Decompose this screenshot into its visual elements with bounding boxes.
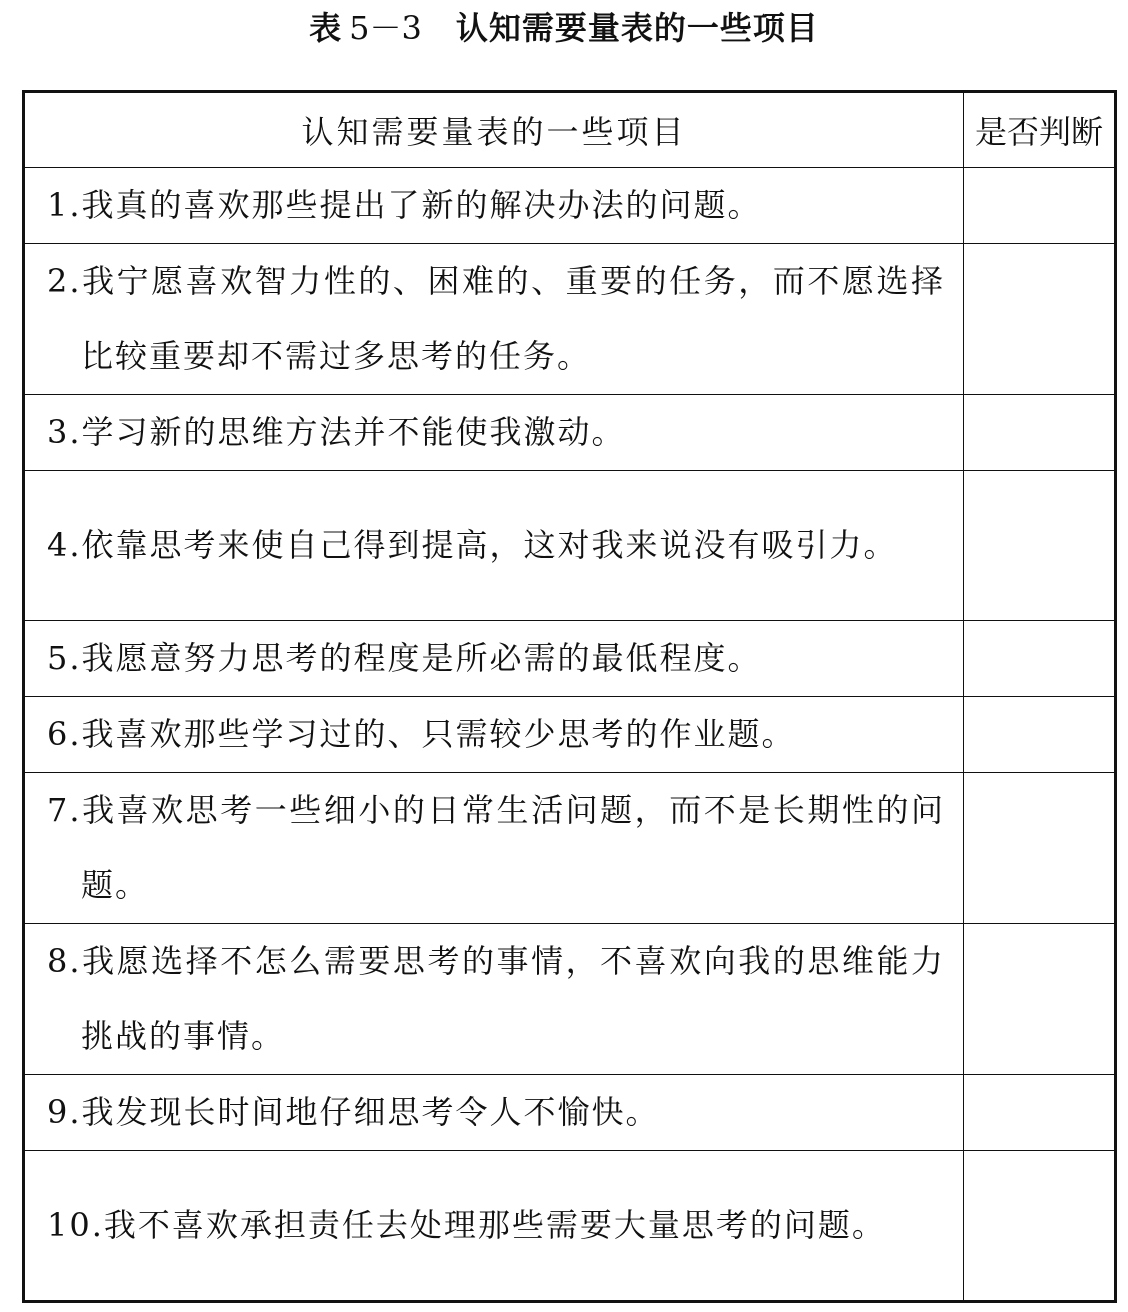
item-cell bbox=[24, 773, 964, 924]
scale-items-table bbox=[22, 90, 1117, 1303]
table-row bbox=[24, 697, 1116, 773]
item-text: 4.依靠思考来使自己得到提高，这对我来说没有吸引力。 bbox=[47, 526, 898, 564]
caption-text: 认知需要量表的一些项目 bbox=[455, 9, 819, 47]
item-cell bbox=[24, 168, 964, 244]
caption-label: 表 bbox=[309, 9, 342, 47]
header-row bbox=[24, 92, 1116, 168]
item-text: 9.我发现长时间地仔细思考令人不愉快。 bbox=[47, 1093, 660, 1131]
judgment-cell[interactable] bbox=[964, 168, 1116, 244]
table-row bbox=[24, 773, 1116, 924]
table-row bbox=[24, 1075, 1116, 1151]
judgment-cell[interactable] bbox=[964, 697, 1116, 773]
item-text: 6.我喜欢那些学习过的、只需较少思考的作业题。 bbox=[47, 715, 796, 753]
item-text: 10.我不喜欢承担责任去处理那些需要大量思考的问题。 bbox=[47, 1206, 886, 1244]
judgment-cell[interactable] bbox=[964, 471, 1116, 621]
table-row bbox=[24, 168, 1116, 244]
table-container bbox=[22, 90, 1114, 1303]
judgment-cell[interactable] bbox=[964, 244, 1116, 395]
item-cell bbox=[24, 1075, 964, 1151]
table-row bbox=[24, 924, 1116, 1075]
judgment-cell[interactable] bbox=[964, 395, 1116, 471]
table-caption bbox=[0, 4, 1128, 52]
table-row bbox=[24, 244, 1116, 395]
item-text: 2.我宁愿喜欢智力性的、困难的、重要的任务，而不愿选择比较重要却不需过多思考的任务。 bbox=[47, 262, 945, 375]
table-row bbox=[24, 1151, 1116, 1302]
item-cell bbox=[24, 1151, 964, 1302]
judgment-cell[interactable] bbox=[964, 1075, 1116, 1151]
judgment-cell[interactable] bbox=[964, 1151, 1116, 1302]
table-row bbox=[24, 395, 1116, 471]
item-cell bbox=[24, 697, 964, 773]
judgment-cell[interactable] bbox=[964, 924, 1116, 1075]
item-cell bbox=[24, 244, 964, 395]
table-row bbox=[24, 471, 1116, 621]
header-judgment: 是否判断 bbox=[964, 92, 1116, 168]
item-text: 7.我喜欢思考一些细小的日常生活问题，而不是长期性的问题。 bbox=[47, 791, 945, 904]
item-cell bbox=[24, 621, 964, 697]
item-text: 5.我愿意努力思考的程度是所必需的最低程度。 bbox=[47, 639, 762, 677]
item-cell bbox=[24, 924, 964, 1075]
judgment-cell[interactable] bbox=[964, 621, 1116, 697]
item-cell bbox=[24, 395, 964, 471]
item-text: 1.我真的喜欢那些提出了新的解决办法的问题。 bbox=[47, 186, 762, 224]
table-row bbox=[24, 621, 1116, 697]
caption-number: 5－3 bbox=[349, 9, 422, 47]
header-items: 认知需要量表的一些项目 bbox=[24, 92, 964, 168]
item-text: 3.学习新的思维方法并不能使我激动。 bbox=[47, 413, 626, 451]
item-cell bbox=[24, 471, 964, 621]
item-text: 8.我愿选择不怎么需要思考的事情，不喜欢向我的思维能力挑战的事情。 bbox=[47, 942, 945, 1055]
judgment-cell[interactable] bbox=[964, 773, 1116, 924]
